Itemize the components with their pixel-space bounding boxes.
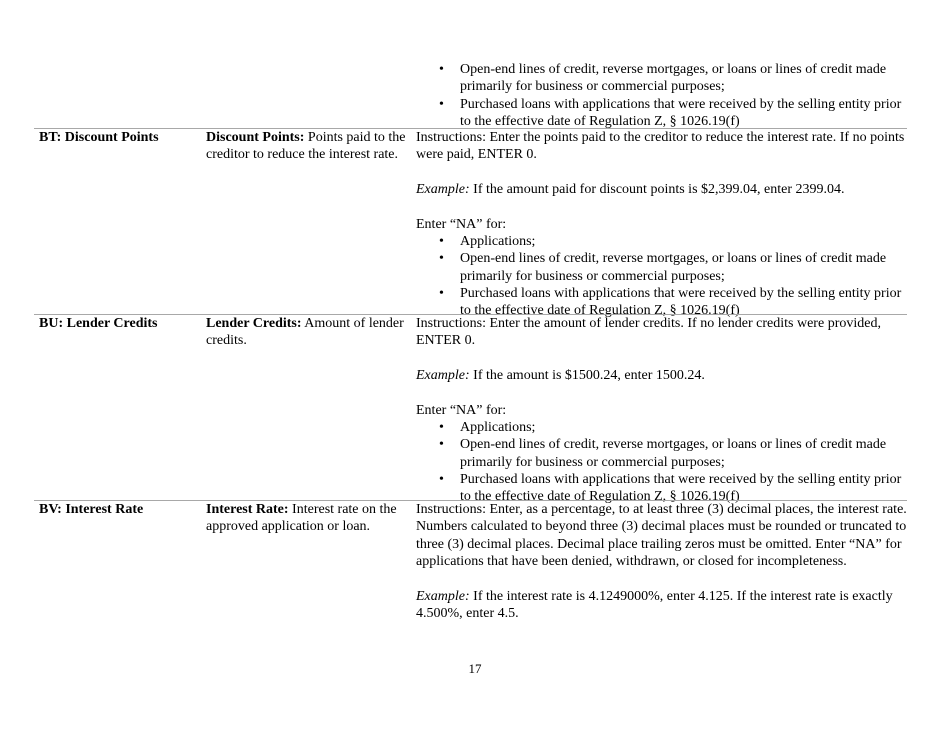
field-instructions	[416, 129, 907, 320]
continuation-cell	[416, 61, 907, 130]
bullet-icon: •	[439, 472, 444, 488]
bullet-icon: •	[439, 62, 444, 77]
table-row-bt	[34, 128, 907, 319]
bullet-icon: •	[439, 286, 444, 302]
bullet-item: • Open-end lines of credit, reverse mortgages, or loans or lines of credit made primarily for business or commercial purposes;	[439, 251, 887, 284]
field-code: BT: Discount Points	[39, 130, 159, 145]
na-intro: Enter “NA” for:	[416, 402, 507, 418]
field-description: Discount Points: Points paid to the creditor to reduce the interest rate.	[206, 130, 406, 163]
example-text: Example: If the amount paid for discount points is $2,399.04, enter 2399.04.	[416, 182, 845, 198]
table-row-bu	[34, 314, 907, 505]
na-bullet-list	[416, 233, 907, 319]
field-name: Interest Rate:	[206, 502, 289, 517]
table-row-bv	[34, 500, 907, 621]
field-code: BV: Interest Rate	[39, 502, 144, 517]
bullet-item: • Purchased loans with applications that were received by the selling entity prior to the effective date of Regulation Z, § 1026.19(f)	[439, 472, 902, 505]
bullet-icon: •	[439, 420, 444, 436]
instructions-text: Instructions: Enter the points paid to the creditor to reduce the interest rate. If no points were paid, ENTER 0.	[416, 130, 905, 163]
field-instructions	[416, 501, 907, 622]
field-name: Discount Points:	[206, 130, 305, 145]
instructions-text: Instructions: Enter, as a percentage, to at least three (3) decimal places, the interest rate. Numbers calculated to beyond three (3) decimal places must be rounded or truncated to three (3) decimal places. Decimal place trailing zeros must be omitted. Enter “NA” for applications that have been denied, withdrawn, or closed for incompleteness.	[416, 502, 907, 569]
bullet-item: • Open-end lines of credit, reverse mortgages, or loans or lines of credit made primarily for business or commercial purposes;	[439, 62, 887, 95]
field-name: Lender Credits:	[206, 316, 302, 331]
bullet-item: • Applications;	[439, 234, 536, 250]
bullet-item: • Applications;	[439, 420, 536, 436]
bullet-icon: •	[439, 234, 444, 250]
example-text: Example: If the interest rate is 4.1249000%, enter 4.125. If the interest rate is exactly 4.500%, enter 4.5.	[416, 588, 893, 621]
field-description: Lender Credits: Amount of lender credits.	[206, 316, 404, 349]
field-instructions	[416, 315, 907, 506]
bullet-item: • Open-end lines of credit, reverse mortgages, or loans or lines of credit made primarily for business or commercial purposes;	[439, 437, 887, 470]
na-intro: Enter “NA” for:	[416, 216, 507, 232]
bullet-icon: •	[439, 437, 444, 453]
na-bullet-list	[416, 419, 907, 505]
page-number: 17	[468, 661, 482, 676]
field-code: BU: Lender Credits	[39, 316, 158, 331]
field-description: Interest Rate: Interest rate on the approved application or loan.	[206, 502, 397, 535]
bullet-item: • Purchased loans with applications that were received by the selling entity prior to the effective date of Regulation Z, § 1026.19(f)	[439, 286, 902, 319]
bullet-item: • Purchased loans with applications that were received by the selling entity prior to the effective date of Regulation Z, § 1026.19(f)	[439, 96, 902, 129]
instructions-text: Instructions: Enter the amount of lender credits. If no lender credits were provided, ENTER 0.	[416, 316, 881, 349]
bullet-icon: •	[439, 96, 444, 112]
bullet-icon: •	[439, 251, 444, 267]
continuation-bullet-list	[416, 61, 907, 130]
example-text: Example: If the amount is $1500.24, enter 1500.24.	[416, 368, 705, 384]
